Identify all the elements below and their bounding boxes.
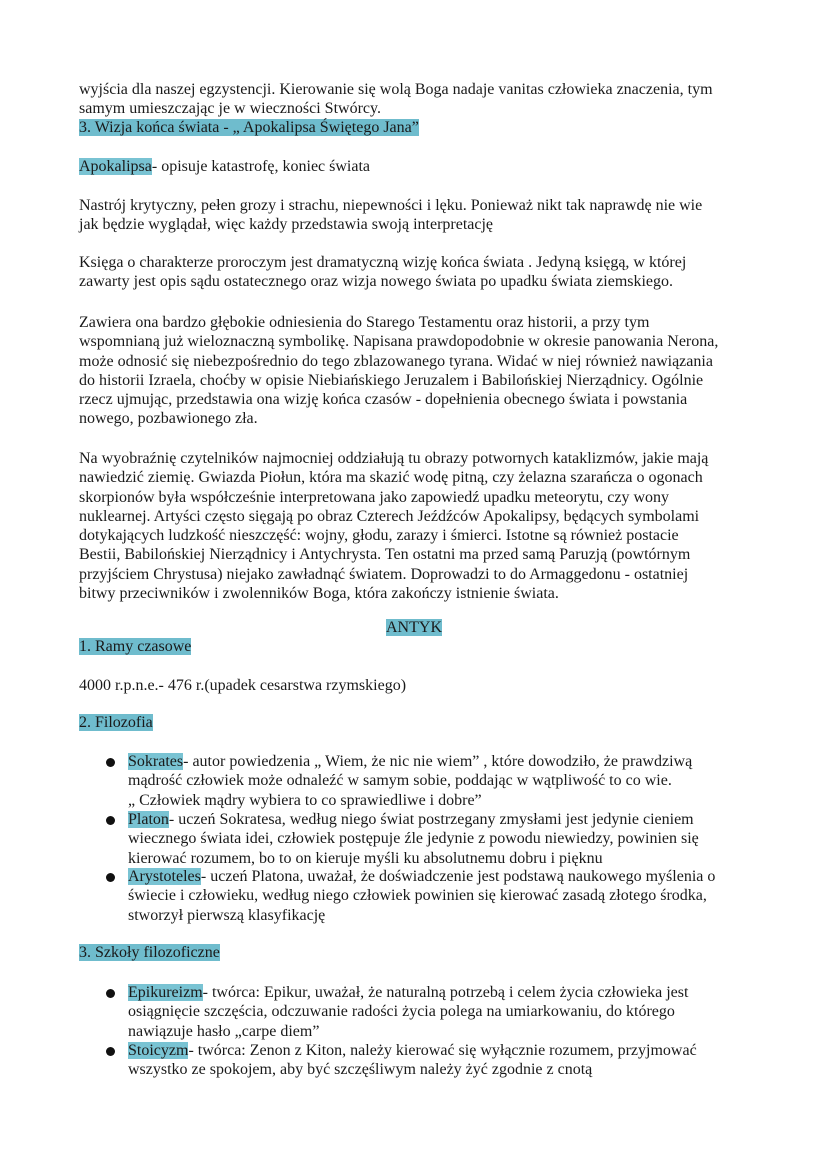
text-line: bitwy przeciwników i zwolenników Boga, która zakończy istnienie świata. <box>79 585 559 603</box>
text-line <box>128 1022 688 1041</box>
heading-text: 3. Wizja końca świata - „ Apokalipsa Świętego Jana” <box>79 119 419 136</box>
filozofia-heading <box>79 713 153 732</box>
text-line <box>128 752 692 771</box>
line-text: nawiązuje hasło „carpe diem” <box>128 1022 320 1040</box>
line-text: - twórca: Epikur, uważał, że naturalną potrzebą i celem życia człowieka jest <box>202 984 689 1001</box>
heading-text: 1. Ramy czasowe <box>79 638 192 655</box>
list-item <box>128 752 692 810</box>
apokalipsa-definition <box>79 157 370 176</box>
highlighted-term: Epikureizm <box>128 984 203 1001</box>
title-text: ANTYK <box>386 619 442 636</box>
line-text: kierować rozumem, bo to on kieruje myśli ku absolutnemu dobru i pięknu <box>128 849 603 867</box>
line-text: - uczeń Platona, uważał, że doświadczenie jest podstawą naukowego myślenia o <box>200 868 716 885</box>
bullet-icon <box>106 758 115 767</box>
text-line: może odnosić się niebezpośrednio do tego zblazowanego tyrana. Widać w niej również nawiązania <box>79 352 713 370</box>
text-line: Bestii, Babilońskiej Nierządnicy i Antychrysta. Ten ostatni ma przed samą Paruzją (powtórnym <box>79 546 691 564</box>
text-line <box>128 1060 697 1079</box>
intro-paragraph <box>79 80 713 119</box>
text-line: skorpionów była współcześnie interpretowana jako zapowiedź upadku meteorytu, czy wony <box>79 488 670 506</box>
definition-text: - opisuje katastrofę, koniec świata <box>151 158 371 175</box>
text-line: samym umieszczając je w wieczności Stwórcy. <box>79 100 381 118</box>
text-line <box>128 849 699 868</box>
bullet-icon <box>106 816 115 825</box>
text-line: Na wyobraźnię czytelników najmocniej oddziałują tu obrazy potwornych kataklizmów, jakie mają <box>79 450 709 467</box>
bullet-icon <box>106 873 115 882</box>
zawiera-paragraph <box>79 313 718 429</box>
text-line <box>128 1002 688 1021</box>
line-text: - autor powiedzenia „ Wiem, że nic nie wiem” , które dowodziło, że prawdziwą <box>183 753 693 770</box>
section-heading-apocalypse <box>79 118 419 137</box>
bullet-icon <box>106 1047 115 1056</box>
text-line: Nastrój krytyczny, pełen grozy i strachu, niepewności i lęku. Ponieważ nikt tak naprawdę nie wie <box>79 197 703 214</box>
text-line <box>128 983 688 1002</box>
highlighted-term: Platon <box>128 811 169 828</box>
ksiega-paragraph <box>79 253 686 292</box>
antyk-title <box>0 618 828 637</box>
line-text: wiecznego świata idei, człowiek postępuje źle jedynie z powodu niewiedzy, powinien się <box>128 830 699 848</box>
text-line <box>128 906 715 925</box>
list-item <box>128 810 699 868</box>
highlighted-term: Apokalipsa <box>79 158 152 175</box>
text-line <box>128 810 699 829</box>
text-line <box>128 829 699 848</box>
szkoly-heading <box>79 943 220 962</box>
text-line: Księga o charakterze proroczym jest dramatyczną wizję końca świata . Jedyną księgą, w której <box>79 254 687 271</box>
nastroj-paragraph <box>79 196 702 235</box>
line-text: - uczeń Sokratesa, według niego świat postrzegany zmysłami jest jedynie cieniem <box>168 811 694 828</box>
text-line: wspomnianą już wieloznaczną symbolikę. Napisana prawdopodobnie w okresie panowania Nerona, <box>79 333 719 351</box>
text-line: jak będzie wyglądał, więc każdy przedstawia swoją interpretację <box>79 216 494 234</box>
highlighted-term: Sokrates <box>128 753 184 770</box>
ramy-heading <box>79 637 191 656</box>
text-line: do historii Izraela, choćby w opisie Niebiańskiego Jeruzalem i Babilońskiej Nierządnicy. Ogólnie <box>79 371 704 389</box>
bullet-icon <box>106 989 115 998</box>
list-item <box>128 983 688 1041</box>
text-line <box>128 1041 697 1060</box>
text-line <box>128 867 715 886</box>
ramy-text: 4000 r.p.n.e.- 476 r.(upadek cesarstwa rzymskiego) <box>79 677 407 694</box>
heading-text: 2. Filozofia <box>79 714 153 731</box>
text-line <box>128 771 692 790</box>
text-line: przyjściem Chrystusa) niejako zawładnąć światem. Doprowadzi to do Armaggedonu - ostatniej <box>79 565 689 583</box>
highlighted-term: Stoicyzm <box>128 1042 189 1059</box>
highlighted-term: Arystoteles <box>128 868 201 885</box>
text-line: dotykających ludzkość nieszczęść: wojny, głodu, zarazy i śmierci. Istotne są również postacie <box>79 527 679 545</box>
text-line: wyjścia dla naszej egzystencji. Kierowanie się wolą Boga nadaje vanitas człowieka znaczenia, tym <box>79 81 713 98</box>
line-text: osiągnięcie szczęścia, odczuwanie radości życia polega na umiarkowaniu, do którego <box>128 1003 675 1021</box>
text-line: Zawiera ona bardzo głębokie odniesienia do Starego Testamentu oraz historii, a przy tym <box>79 314 650 331</box>
text-line: nawiedzić ziemię. Gwiazda Piołun, która ma skazić wodę pitną, czy żelazna szarańcza o ogonach <box>79 469 703 487</box>
wyobraznia-paragraph <box>79 449 708 603</box>
line-text: stworzył pierwszą klasyfikację <box>128 906 326 924</box>
text-line <box>128 791 692 810</box>
line-text: wszystko ze spokojem, aby być szczęśliwym należy żyć zgodnie z cnotą <box>128 1061 593 1079</box>
text-line: rzecz ujmując, przedstawia ona wizję końca czasów - dopełnienia obecnego świata i powstania <box>79 391 688 409</box>
line-text: świecie i człowieku, według niego człowiek powinien się kierować zasadą złotego środka, <box>128 887 707 905</box>
text-line: nuklearnej. Artyści często sięgają po obraz Czterech Jeźdźców Apokalipsy, będących symbolami <box>79 507 700 525</box>
text-line <box>128 886 715 905</box>
line-text: „ Człowiek mądry wybiera to co sprawiedliwe i dobre” <box>128 791 482 809</box>
list-item <box>128 1041 697 1080</box>
line-text: - twórca: Zenon z Kiton, należy kierować się wyłącznie rozumem, przyjmować <box>188 1042 697 1059</box>
text-line: nowego, pozbawionego zła. <box>79 410 258 428</box>
list-item <box>128 867 715 925</box>
heading-text: 3. Szkoły filozoficzne <box>79 944 220 961</box>
line-text: mądrość człowiek może odnaleźć w samym sobie, poddając w wątpliwość to co wie. <box>128 772 672 790</box>
text-line: zawarty jest opis sądu ostatecznego oraz wizja nowego świata po upadku świata ziemskiego. <box>79 273 674 291</box>
